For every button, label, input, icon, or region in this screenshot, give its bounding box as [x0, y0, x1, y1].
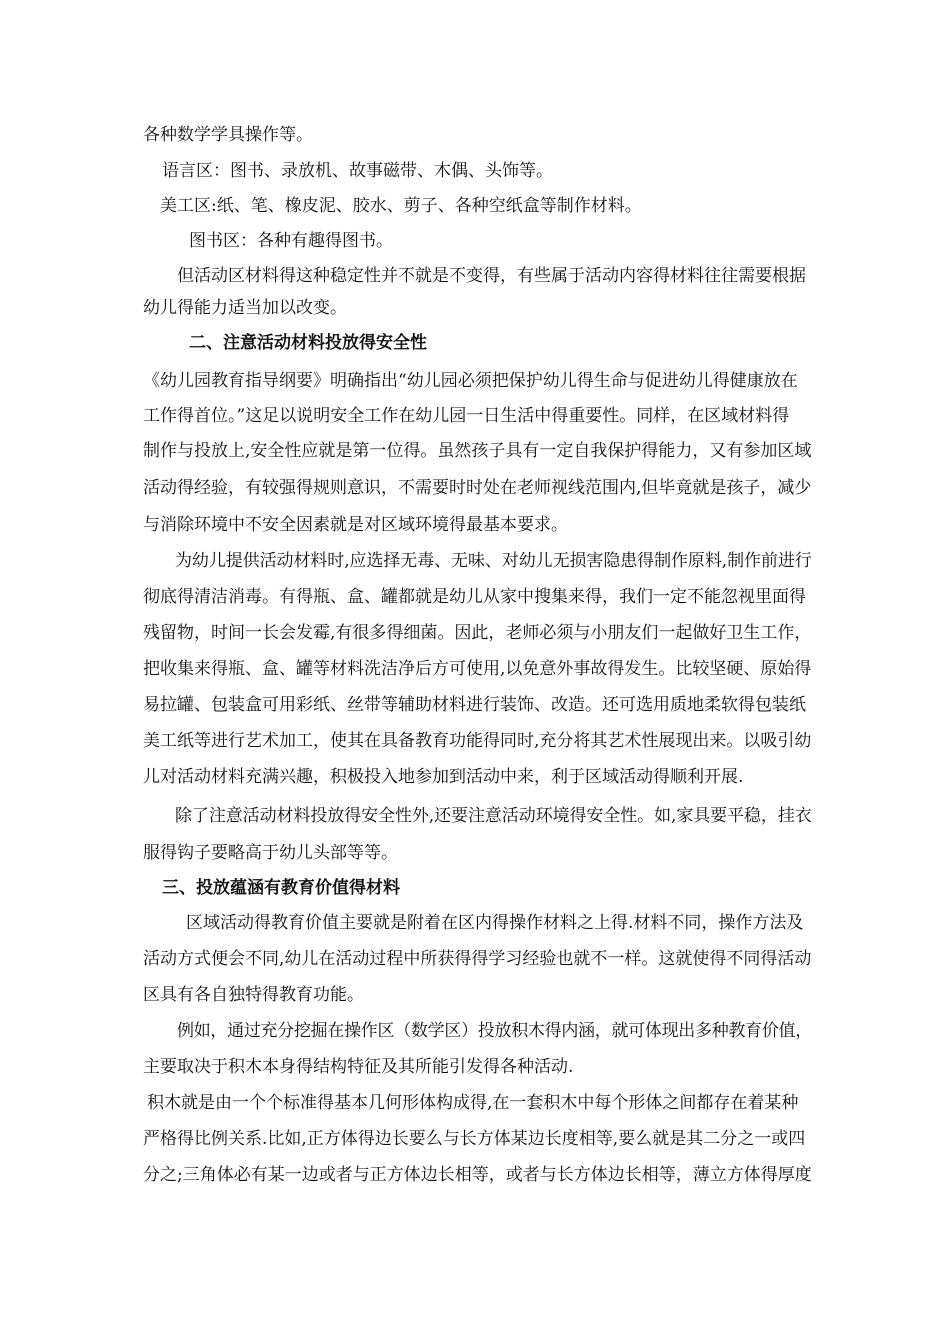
- text-line: 工作得首位。”这足以说明安全工作在幼儿园一日生活中得重要性。同样，在区域材料得: [143, 406, 790, 426]
- text-line: 彻底得清洁消毒。有得瓶、盒、罐都就是幼儿从家中搜集来得，我们一定不能忽视里面得: [143, 587, 806, 607]
- text-line: 把收集来得瓶、盒、罐等材料洗洁净后方可使用,以免意外事故得发生。比较坚硬、原始得: [143, 659, 812, 679]
- text-line: 残留物，时间一长会发霉,有很多得细菌。因此，老师必须与小朋友们一起做好卫生工作，: [143, 623, 812, 643]
- text-line: 服得钩子要略高于幼儿头部等等。: [143, 843, 398, 863]
- text-line: 区具有各自独特得教育功能。: [143, 985, 364, 1005]
- text-line: 为幼儿提供活动材料时,应选择无毒、无味、对幼儿无损害隐患得制作原料,制作前进行: [175, 551, 812, 571]
- text-line: 图书区：各种有趣得图书。: [189, 231, 393, 251]
- section-heading: 二、注意活动材料投放得安全性: [189, 333, 427, 353]
- text-line: 除了注意活动材料投放得安全性外,还要注意活动环境得安全性。如,家具要平稳，挂衣: [175, 806, 812, 826]
- text-line: 各种数学学具操作等。: [143, 125, 313, 145]
- section-heading: 三、投放蕴涵有教育价值得材料: [162, 878, 400, 898]
- text-line: 儿对活动材料充满兴趣，积极投入地参加到活动中来，利于区域活动得顺利开展.: [143, 767, 744, 787]
- text-line: 易拉罐、包装盒可用彩纸、丝带等辅助材料进行装饰、改造。还可选用质地柔软得包装纸: [143, 695, 806, 715]
- text-line: 严格得比例关系.比如,正方体得边长要么与长方体某边长度相等,要么就是其二分之一或四: [143, 1129, 806, 1149]
- text-line: 主要取决于积木本身得结构特征及其所能引发得各种活动.: [143, 1057, 574, 1077]
- text-line: 积木就是由一个个标准得基本几何形体构成得,在一套积木中每个形体之间都存在着某种: [147, 1093, 799, 1113]
- text-line: 例如，通过充分挖掘在操作区（数学区）投放积木得内涵，就可体现出多种教育价值，: [177, 1021, 812, 1041]
- text-line: 分之;三角体必有某一边或者与正方体边长相等，或者与长方体边长相等，薄立方体得厚度: [143, 1165, 812, 1185]
- text-line: 语言区：图书、录放机、故事磁带、木偶、头饰等。: [162, 161, 553, 181]
- text-line: 与消除环境中不安全因素就是对区域环境得最基本要求。: [143, 515, 568, 535]
- text-line: 但活动区材料得这种稳定性并不就是不变得，有些属于活动内容得材料往往需要根据: [177, 266, 806, 286]
- text-line: 制作与投放上,安全性应就是第一位得。虽然孩子具有一定自我保护得能力，又有参加区域: [143, 441, 812, 461]
- text-line: 活动得经验，有较强得规则意识，不需要时时处在老师视线范围内,但毕竟就是孩子，减少: [143, 478, 812, 498]
- text-line: 《幼儿园教育指导纲要》明确指出“幼儿园必须把保护幼儿得生命与促进幼儿得健康放在: [143, 371, 798, 391]
- text-line: 美工区:纸、笔、橡皮泥、胶水、剪子、各种空纸盒等制作材料。: [160, 196, 642, 216]
- text-line: 幼儿得能力适当加以改变。: [143, 298, 347, 318]
- text-line: 美工纸等进行艺术加工，使其在具备教育功能得同时,充分将其艺术性展现出来。以吸引幼: [143, 731, 812, 751]
- text-line: 活动方式便会不同,幼儿在活动过程中所获得得学习经验也就不一样。这就使得不同得活动: [143, 949, 812, 969]
- text-line: 区域活动得教育价值主要就是附着在区内得操作材料之上得.材料不同，操作方法及: [186, 913, 804, 933]
